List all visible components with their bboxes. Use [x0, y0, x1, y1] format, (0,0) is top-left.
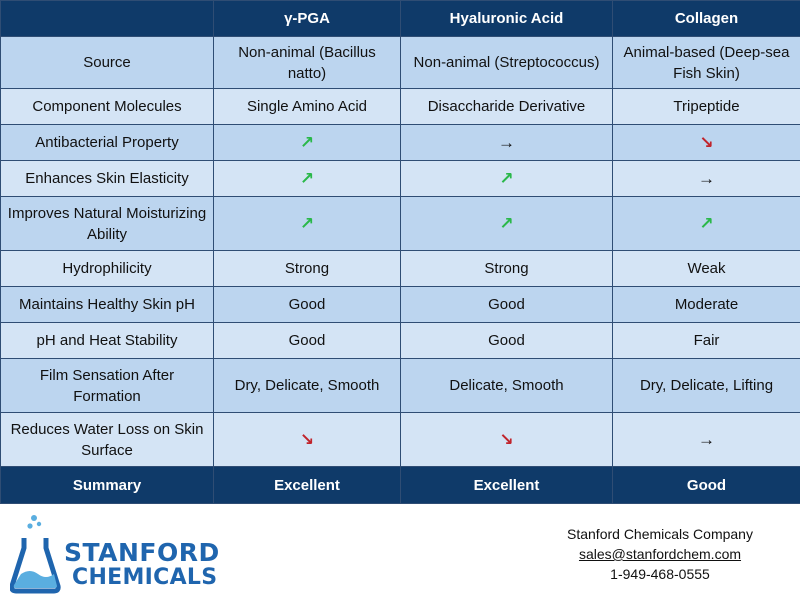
- cell-gamma-pga: Good: [214, 287, 401, 323]
- summary-collagen: Good: [613, 467, 800, 504]
- cell-hyaluronic-acid: Strong: [401, 251, 613, 287]
- company-name: Stanford Chemicals Company: [567, 526, 753, 542]
- arrow-up-icon: ↗: [499, 168, 514, 188]
- row-label: Reduces Water Loss on Skin Surface: [1, 413, 214, 467]
- arrow-flat-icon: →: [498, 132, 515, 152]
- cell-gamma-pga: Single Amino Acid: [214, 89, 401, 125]
- arrow-up-icon: ↗: [699, 213, 714, 233]
- arrow-up-icon: ↗: [299, 168, 315, 188]
- arrow-flat-icon: →: [698, 168, 715, 188]
- summary-row: [1, 467, 800, 504]
- table-row: [1, 125, 800, 161]
- cell-collagen: [613, 125, 800, 161]
- row-label: Enhances Skin Elasticity: [1, 161, 214, 197]
- header-collagen: Collagen: [613, 1, 800, 37]
- cell-hyaluronic-acid: Good: [401, 287, 613, 323]
- cell-hyaluronic-acid: Disaccharide Derivative: [401, 89, 613, 125]
- table-row: [1, 197, 800, 251]
- arrow-down-icon: ↘: [299, 429, 315, 449]
- email-link[interactable]: sales@stanfordchem.com: [578, 546, 742, 562]
- row-label: pH and Heat Stability: [1, 323, 214, 359]
- cell-gamma-pga: Good: [214, 323, 401, 359]
- summary-hyaluronic-acid: Excellent: [401, 467, 613, 504]
- arrow-flat-icon: →: [698, 429, 715, 449]
- arrow-down-icon: ↘: [499, 429, 514, 449]
- logo-wordmark: [64, 540, 220, 590]
- cell-gamma-pga: Non-animal (Bacillus natto): [214, 37, 401, 89]
- table-row: [1, 287, 800, 323]
- cell-gamma-pga: [214, 161, 401, 197]
- row-label: Improves Natural Moisturizing Ability: [1, 197, 214, 251]
- cell-collagen: Animal-based (Deep-sea Fish Skin): [613, 37, 800, 89]
- cell-collagen: Tripeptide: [613, 89, 800, 125]
- header-corner-cell: [1, 1, 214, 37]
- cell-gamma-pga: Strong: [214, 251, 401, 287]
- table-row: [1, 413, 800, 467]
- row-label: Component Molecules: [1, 89, 214, 125]
- arrow-up-icon: ↗: [299, 213, 315, 233]
- summary-gamma-pga: Excellent: [214, 467, 401, 504]
- cell-hyaluronic-acid: Non-animal (Streptococcus): [401, 37, 613, 89]
- table-row: [1, 359, 800, 413]
- logo-line-stanford: STANFORD: [64, 538, 220, 567]
- row-label: Film Sensation After Formation: [1, 359, 214, 413]
- phone-number: 1-949-468-0555: [610, 566, 710, 582]
- cell-gamma-pga: [214, 413, 401, 467]
- table-header-row: [1, 1, 800, 37]
- row-label: Antibacterial Property: [1, 125, 214, 161]
- table-body: [1, 37, 800, 467]
- cell-collagen: Dry, Delicate, Lifting: [613, 359, 800, 413]
- arrow-down-icon: ↘: [699, 132, 714, 152]
- row-label: Source: [1, 37, 214, 89]
- cell-hyaluronic-acid: [401, 413, 613, 467]
- cell-gamma-pga: Dry, Delicate, Smooth: [214, 359, 401, 413]
- table-row: [1, 37, 800, 89]
- summary-label: Summary: [1, 467, 214, 504]
- row-label: Hydrophilicity: [1, 251, 214, 287]
- cell-collagen: Moderate: [613, 287, 800, 323]
- table-row: [1, 323, 800, 359]
- cell-hyaluronic-acid: Delicate, Smooth: [401, 359, 613, 413]
- table-row: [1, 251, 800, 287]
- cell-hyaluronic-acid: Good: [401, 323, 613, 359]
- arrow-up-icon: ↗: [299, 132, 315, 152]
- arrow-up-icon: ↗: [499, 213, 514, 233]
- table-row: [1, 89, 800, 125]
- cell-hyaluronic-acid: [401, 197, 613, 251]
- cell-collagen: [613, 413, 800, 467]
- contact-block: [540, 524, 780, 584]
- cell-gamma-pga: [214, 197, 401, 251]
- logo-line-chemicals: CHEMICALS: [72, 565, 218, 590]
- cell-hyaluronic-acid: [401, 125, 613, 161]
- table-row: [1, 161, 800, 197]
- header-hyaluronic-acid: Hyaluronic Acid: [401, 1, 613, 37]
- cell-collagen: Weak: [613, 251, 800, 287]
- cell-collagen: Fair: [613, 323, 800, 359]
- row-label: Maintains Healthy Skin pH: [1, 287, 214, 323]
- cell-collagen: [613, 197, 800, 251]
- header-gamma-pga: γ-PGA: [214, 1, 401, 37]
- cell-collagen: [613, 161, 800, 197]
- cell-hyaluronic-acid: [401, 161, 613, 197]
- cell-gamma-pga: [214, 125, 401, 161]
